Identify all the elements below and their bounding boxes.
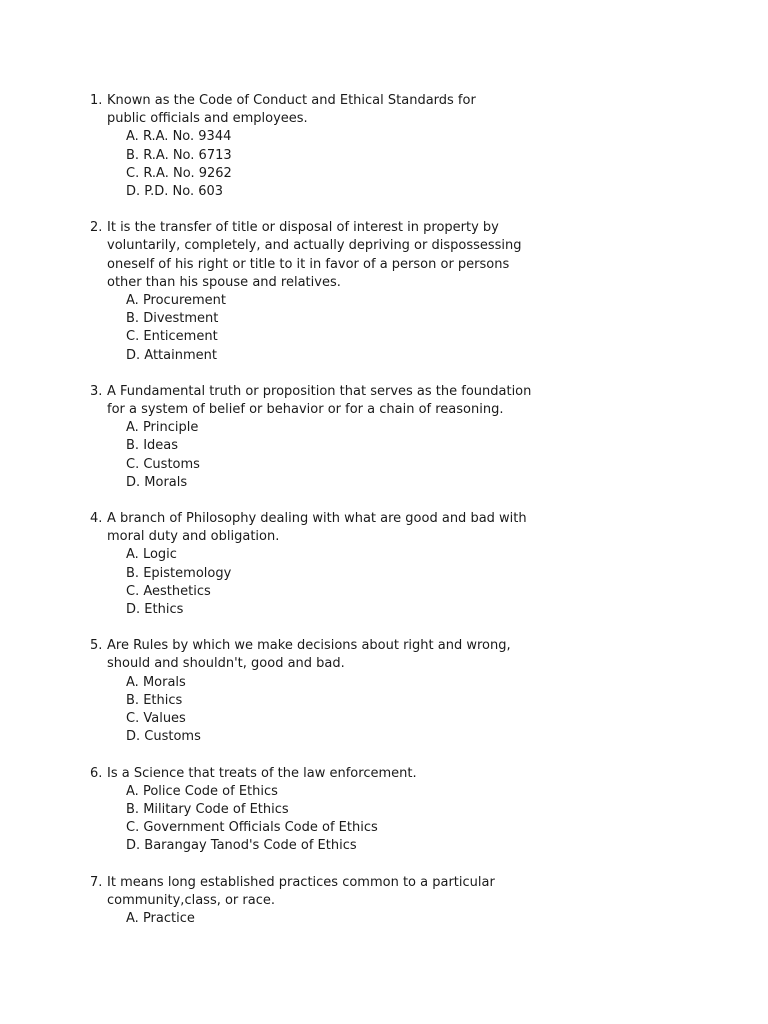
choice-list <box>90 546 530 619</box>
question-stem <box>90 637 530 673</box>
choice-letter: A. <box>126 420 139 436</box>
question-text-line: for a system of belief or behavior or for a chain of reasoning. <box>107 402 504 418</box>
choice-letter: A. <box>126 129 139 145</box>
question-stem <box>90 765 530 783</box>
question-text-line: Are Rules by which we make decisions about right and wrong, <box>107 638 511 654</box>
choice-text: Police Code of Ethics <box>142 783 278 799</box>
choice-text: Procurement <box>142 293 227 309</box>
choice-item <box>126 474 530 492</box>
choice-letter: C. <box>126 329 140 345</box>
choice-list <box>90 783 530 856</box>
choice-letter: C. <box>126 820 140 836</box>
choice-text: Ethics <box>143 692 183 708</box>
choice-text: R.A. No. 9262 <box>143 165 232 181</box>
choice-item <box>126 347 530 365</box>
question-text-line: voluntarily, completely, and actually depriving or dispossessing <box>107 238 522 254</box>
question-number: 3. <box>90 383 103 399</box>
choice-letter: C. <box>126 165 140 181</box>
choice-item <box>126 801 530 819</box>
choice-text: Divestment <box>143 311 219 327</box>
choice-letter: B. <box>126 311 140 327</box>
choice-letter: D. <box>126 838 141 854</box>
choice-text: Customs <box>144 729 201 745</box>
question-number: 2. <box>90 220 103 236</box>
question-text-line: Is a Science that treats of the law enforcement. <box>107 765 417 781</box>
choice-text: Customs <box>143 456 200 472</box>
question-text-line: It means long established practices common to a particular <box>107 874 495 890</box>
document-page <box>90 92 530 946</box>
choice-text: Practice <box>142 910 195 926</box>
question-text-line: oneself of his right or title to it in favor of a person or persons <box>107 256 510 272</box>
choice-item <box>126 310 530 328</box>
choice-item <box>126 437 530 455</box>
choice-item <box>126 728 530 746</box>
choice-item <box>126 837 530 855</box>
choice-letter: C. <box>126 711 140 727</box>
choice-item <box>126 692 530 710</box>
choice-item <box>126 783 530 801</box>
choice-text: Attainment <box>144 347 217 363</box>
choice-text: Aesthetics <box>143 583 211 599</box>
choice-letter: B. <box>126 692 140 708</box>
choice-list <box>90 128 530 201</box>
question-6 <box>90 765 530 856</box>
question-text-line: A Fundamental truth or proposition that serves as the foundation <box>107 383 532 399</box>
choice-letter: B. <box>126 438 140 454</box>
choice-text: Morals <box>144 474 188 490</box>
question-stem <box>90 510 530 546</box>
choice-item <box>126 292 530 310</box>
question-text-line: moral duty and obligation. <box>107 529 280 545</box>
question-4 <box>90 510 530 619</box>
choice-item <box>126 910 530 928</box>
choice-letter: B. <box>126 565 140 581</box>
choice-text: P.D. No. 603 <box>144 184 224 200</box>
question-1 <box>90 92 530 201</box>
choice-text: Government Officials Code of Ethics <box>143 820 378 836</box>
question-number: 6. <box>90 765 103 781</box>
choice-text: Logic <box>142 547 177 563</box>
question-text-line: Known as the Code of Conduct and Ethical Standards for <box>107 93 476 108</box>
question-number: 4. <box>90 511 103 527</box>
question-stem <box>90 383 530 419</box>
question-stem <box>90 92 530 128</box>
choice-item <box>126 710 530 728</box>
choice-text: Barangay Tanod's Code of Ethics <box>144 838 357 854</box>
question-number: 5. <box>90 638 103 654</box>
question-text-line: should and shouldn't, good and bad. <box>107 656 345 672</box>
choice-letter: D. <box>126 474 141 490</box>
question-5 <box>90 637 530 746</box>
choice-item <box>126 165 530 183</box>
choice-item <box>126 419 530 437</box>
question-number: 7. <box>90 874 103 890</box>
choice-letter: A. <box>126 910 139 926</box>
choice-letter: A. <box>126 293 139 309</box>
choice-letter: A. <box>126 547 139 563</box>
choice-letter: D. <box>126 347 141 363</box>
choice-item <box>126 128 530 146</box>
choice-list <box>90 292 530 365</box>
choice-item <box>126 183 530 201</box>
question-stem <box>90 219 530 292</box>
choice-list <box>90 419 530 492</box>
choice-item <box>126 147 530 165</box>
choice-item <box>126 583 530 601</box>
question-number: 1. <box>90 93 103 108</box>
choice-item <box>126 328 530 346</box>
choice-letter: D. <box>126 729 141 745</box>
choice-letter: D. <box>126 602 141 618</box>
question-text-line: public officials and employees. <box>107 111 308 127</box>
question-text-line: A branch of Philosophy dealing with what are good and bad with <box>107 511 527 527</box>
question-stem <box>90 874 530 910</box>
choice-text: Ethics <box>144 602 184 618</box>
choice-text: Values <box>143 711 186 727</box>
choice-item <box>126 674 530 692</box>
question-text-line: other than his spouse and relatives. <box>107 274 341 290</box>
choice-letter: A. <box>126 674 139 690</box>
choice-item <box>126 456 530 474</box>
question-3 <box>90 383 530 492</box>
choice-list <box>90 674 530 747</box>
choice-text: Enticement <box>143 329 218 345</box>
choice-letter: B. <box>126 801 140 817</box>
choice-item <box>126 819 530 837</box>
question-2 <box>90 219 530 365</box>
choice-item <box>126 601 530 619</box>
choice-text: Principle <box>142 420 199 436</box>
question-text-line: It is the transfer of title or disposal of interest in property by <box>107 220 499 236</box>
choice-item <box>126 565 530 583</box>
choice-text: R.A. No. 6713 <box>143 147 232 163</box>
choice-text: Morals <box>142 674 186 690</box>
choice-letter: A. <box>126 783 139 799</box>
choice-letter: D. <box>126 184 141 200</box>
question-7 <box>90 874 530 929</box>
choice-letter: C. <box>126 456 140 472</box>
choice-text: R.A. No. 9344 <box>142 129 232 145</box>
choice-list <box>90 910 530 928</box>
choice-letter: B. <box>126 147 140 163</box>
choice-item <box>126 546 530 564</box>
choice-text: Ideas <box>143 438 179 454</box>
choice-letter: C. <box>126 583 140 599</box>
choice-text: Epistemology <box>143 565 232 581</box>
choice-text: Military Code of Ethics <box>143 801 289 817</box>
question-text-line: community,class, or race. <box>107 892 275 908</box>
